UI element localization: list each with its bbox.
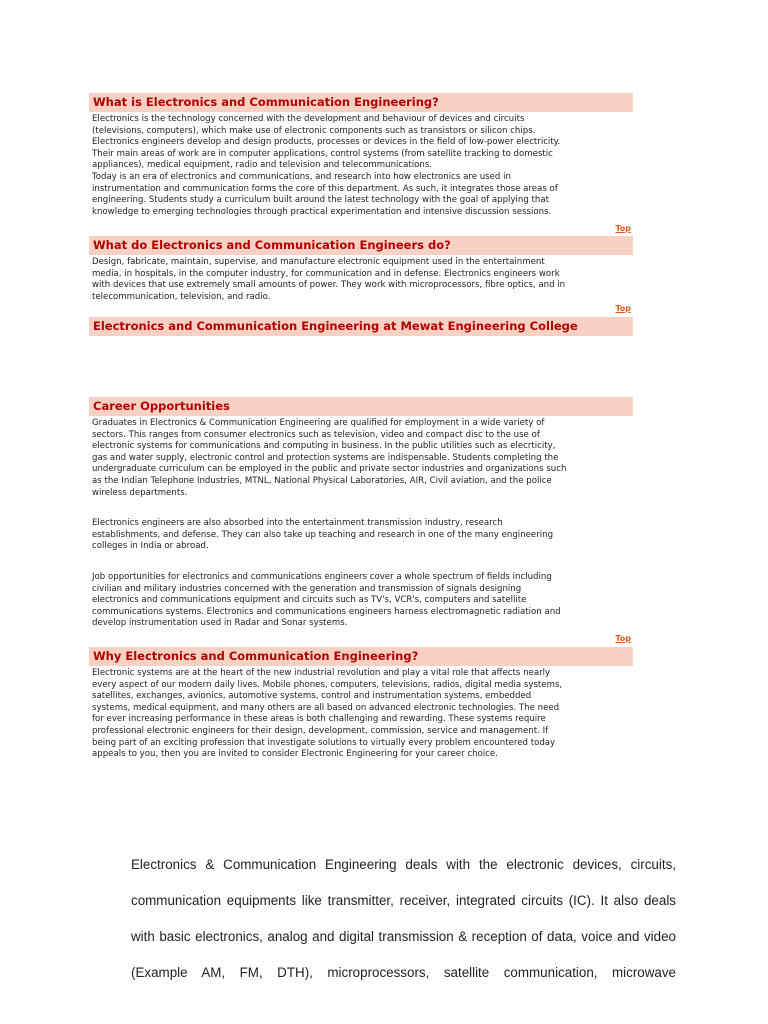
text-line: electronics and communications equipment and circuits such as TV's, VCR's, computers and satellite — [92, 595, 527, 606]
section-body-career-p3 — [92, 572, 633, 630]
text-line: develop instrumentation used in Radar and Sonar systems. — [92, 618, 348, 629]
section-body-career-p2 — [92, 518, 633, 553]
section-heading-why-ece: Why Electronics and Communication Engineering? — [89, 647, 633, 666]
text-line: colleges in India or abroad. — [92, 541, 209, 552]
text-line: Electronics engineers are also absorbed into the entertainment transmission industry, research — [92, 518, 503, 528]
text-line: instrumentation and communication forms the core of this department. As such, it integrates those areas of — [92, 183, 558, 194]
text-line: gas and water supply, electronic control and protection systems are indispensable. Students completing the — [92, 452, 559, 463]
text-line: communications systems. Electronics and communications engineers harness electromagnetic radiation and — [92, 606, 561, 617]
bottom-paragraph — [131, 847, 676, 991]
text-line: Graduates in Electronics & Communication Engineering are qualified for employment in a wide variety of — [92, 418, 545, 428]
text-line: appeals to you, then you are invited to consider Electronic Engineering for your career choice. — [92, 749, 498, 760]
text-line: knowledge to emerging technologies through practical experimentation and intensive discussion sessions. — [92, 206, 552, 217]
text-line: systems, medical equipment, and many others are all based on advanced electronic technologies. The need — [92, 702, 560, 713]
text-line: Electronic systems are at the heart of the new industrial revolution and play a vital role that affects nearly — [92, 668, 551, 678]
top-link[interactable]: Top — [615, 224, 631, 233]
text-line: Their main areas of work are in computer applications, control systems (from satellite tracking to domestic — [92, 148, 553, 159]
section-body-ece-engineers-do — [92, 257, 633, 303]
section-heading-career-opportunities: Career Opportunities — [89, 397, 633, 416]
text-line: with basic electronics, analog and digital transmission & reception of data, voice and video — [131, 929, 676, 944]
text-line: electronic systems for communications and computing in business. In the public utilities such as elecrticity, — [92, 441, 556, 452]
text-line: professional electronic engineers for their design, development, commission, service and management. If — [92, 725, 549, 736]
text-line: Electronics is the technology concerned with the development and behaviour of devices and circuits — [92, 114, 525, 124]
section-body-career-p1 — [92, 418, 633, 499]
text-line: (Example AM, FM, DTH), microprocessors, satellite communication, microwave — [131, 965, 676, 980]
text-line: civilian and military industries concerned with the generation and transmission of signals designing — [92, 583, 522, 594]
text-line: being part of an exciting profession that investigate solutions to virtually every problem encountered today — [92, 737, 556, 748]
text-line: undergraduate curriculum can be employed in the public and private sector industries and organizations such — [92, 464, 567, 475]
section-body-why-ece — [92, 668, 633, 761]
text-line: Electronics & Communication Engineering deals with the electronic devices, circuits, — [131, 857, 676, 872]
top-link[interactable]: Top — [615, 304, 631, 313]
text-line: establishments, and defense. They can also take up teaching and research in one of the many engineering — [92, 529, 554, 540]
text-line: with devices that use extremely small amounts of power. They work with microprocessors, fibre optics, and in — [92, 280, 566, 291]
text-line: wireless departments. — [92, 487, 188, 498]
text-line: Job opportunities for electronics and communications engineers cover a whole spectrum of fields including — [92, 572, 552, 582]
text-line: every aspect of our modern daily lives. Mobile phones, computers, televisions, radios, digital media systems, — [92, 679, 563, 690]
text-line: (televisions, computers), which make use of electronic components such as transistors or silicon chips. — [92, 125, 536, 136]
section-heading-mewat-college: Electronics and Communication Engineering at Mewat Engineering College — [89, 317, 633, 336]
text-line: sectors. This ranges from consumer electronics such as television, video and compact disc to the use of — [92, 429, 540, 440]
text-line: as the Indian Telephone Industries, MTNL, National Physical Laboratories, AIR, Civil aviation, and the police — [92, 475, 552, 486]
text-line: Electronics engineers develop and design products, processes or devices in the field of low-power electricity. — [92, 137, 561, 148]
section-body-what-is-ece — [92, 114, 633, 218]
section-heading-what-is-ece: What is Electronics and Communication Engineering? — [89, 93, 633, 112]
text-line: appliances), medical equipment, radio and television and telecommunications. — [92, 160, 433, 171]
text-line: communication equipments like transmitter, receiver, integrated circuits (IC). It also deals — [131, 893, 676, 908]
text-line: telecommunication, television, and radio. — [92, 291, 271, 302]
text-line: engineering. Students study a curriculum built around the latest technology with the goal of applying that — [92, 195, 550, 206]
text-line: for ever increasing performance in these areas is both challenging and rewarding. These systems require — [92, 714, 546, 725]
text-line: Today is an era of electronics and communications, and research into how electronics are used in — [92, 171, 511, 182]
top-link[interactable]: Top — [615, 634, 631, 643]
text-line: satellites, exchanges, avionics, automotive systems, control and instrumentation systems, embedded — [92, 691, 532, 702]
section-heading-ece-engineers-do: What do Electronics and Communication Engineers do? — [89, 236, 633, 255]
text-line: media, in hospitals, in the computer industry, for communication and in defense. Electronics engineers work — [92, 268, 560, 279]
text-line: Design, fabricate, maintain, supervise, and manufacture electronic equipment used in the entertainment — [92, 257, 545, 267]
